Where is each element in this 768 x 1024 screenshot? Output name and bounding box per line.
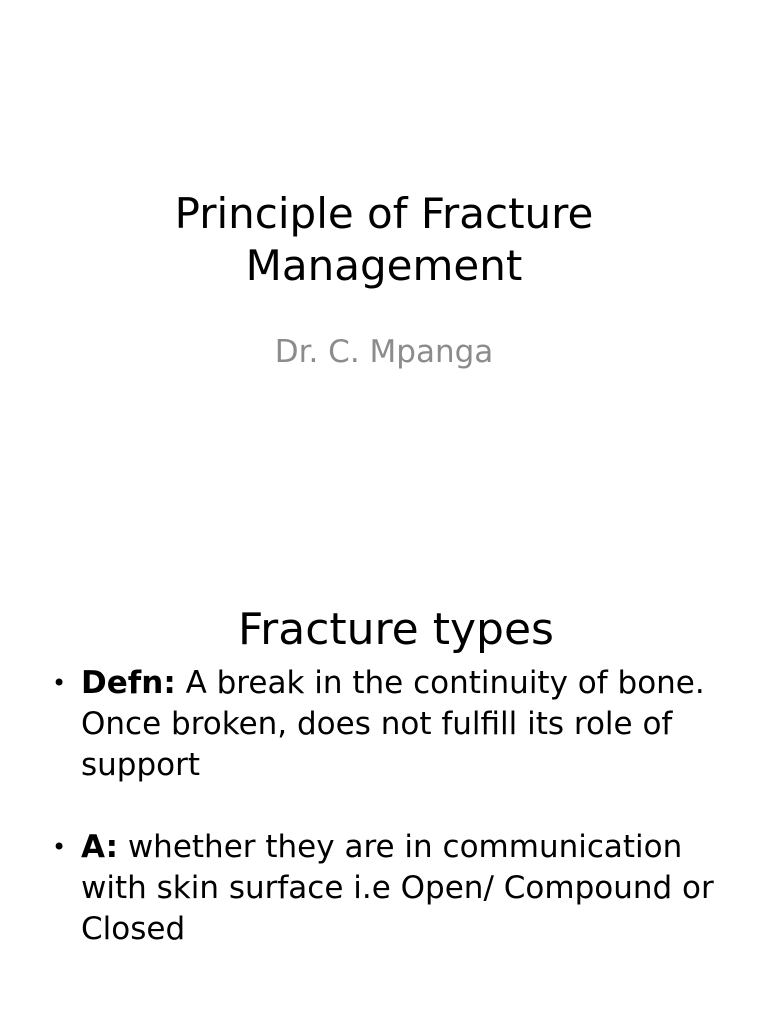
presentation-title [0, 188, 768, 292]
bullet-item-definition [0, 663, 768, 786]
title-line-2: Management [245, 241, 523, 290]
bullet-text: whether they are in communication with skin surface i.e Open/ Compound or Closed [81, 829, 714, 947]
title-line-1: Principle of Fracture [174, 189, 594, 238]
bullet-text: A break in the continuity of bone. Once broken, does not fulfill its role of support [81, 665, 705, 783]
content-slide [0, 576, 768, 1024]
bullet-lead-label: A: [81, 829, 118, 865]
bullet-item-a [0, 827, 768, 950]
bullet-list [0, 663, 768, 950]
author-subtitle: Dr. C. Mpanga [274, 334, 494, 370]
slide-title: Fracture types [238, 604, 554, 655]
bullet-lead-label: Defn: [81, 665, 176, 701]
bullet-marker-icon: • [52, 833, 67, 861]
bullet-marker-icon: • [52, 669, 67, 697]
